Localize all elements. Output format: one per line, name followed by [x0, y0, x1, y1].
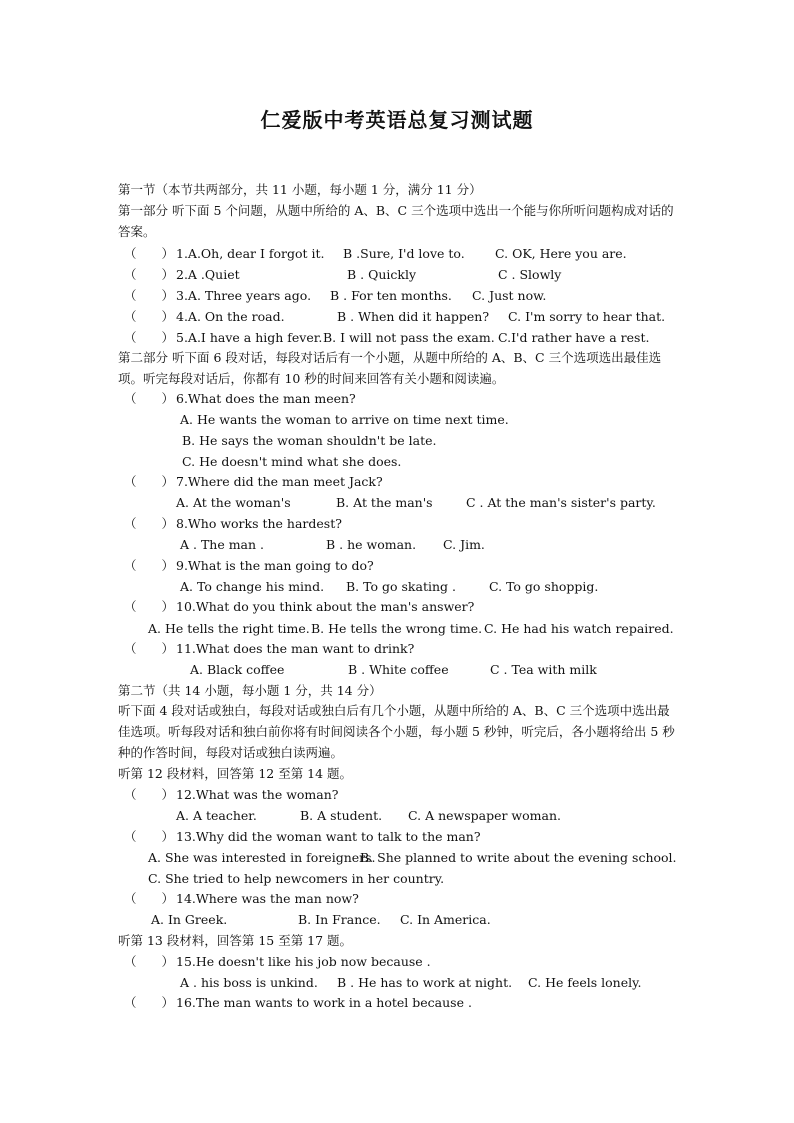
option-c: C. He had his watch repaired. — [484, 621, 674, 636]
option-a: A. Black coffee — [190, 662, 285, 677]
option-c: C. A newspaper woman. — [408, 808, 561, 823]
option-b: B. In France. — [298, 912, 381, 927]
answer-blank: （ ） — [124, 516, 175, 531]
option-b: B . he woman. — [326, 537, 417, 552]
option-c: C. OK, Here you are. — [495, 246, 627, 261]
option-a: A. He wants the woman to arrive on time next time. — [180, 412, 509, 427]
answer-blank: （ ） — [124, 995, 175, 1010]
question-stem: 7.Where did the man meet Jack? — [176, 474, 383, 489]
option-b: B. To go skating . — [346, 579, 456, 594]
answer-blank: （ ） — [124, 246, 175, 261]
option-b: B . When did it happen? — [337, 309, 490, 324]
section2-header: 第二节（共 14 小题，每小题 1 分，共 14 分） — [118, 683, 382, 698]
question-stem: 9.What is the man going to do? — [176, 558, 374, 573]
option-c: C . Slowly — [498, 267, 562, 282]
option-c: C. He doesn't mind what she does. — [182, 454, 402, 469]
option-b: B. At the man's — [336, 495, 433, 510]
option-a: A . his boss is unkind. — [180, 975, 318, 990]
option-c: C.I'd rather have a rest. — [498, 330, 650, 345]
option-c: C. She tried to help newcomers in her country. — [148, 871, 445, 886]
question-stem: 14.Where was the man now? — [176, 891, 359, 906]
answer-blank: （ ） — [124, 641, 175, 656]
answer-blank: （ ） — [124, 288, 175, 303]
option-b: B . For ten months. — [330, 288, 452, 303]
answer-blank: （ ） — [124, 891, 175, 906]
answer-blank: （ ） — [124, 474, 175, 489]
question-stem: 15.He doesn't like his job now because . — [176, 954, 431, 969]
question-stem: 13.Why did the woman want to talk to the man? — [176, 829, 481, 844]
answer-blank: （ ） — [124, 267, 175, 282]
part1-instruction: 第一部分 听下面 5 个问题，从题中所给的 A、B、C 三个选项中选出一个能与你所听问题构成对话的答案。 — [118, 203, 674, 239]
question-stem: 11.What does the man want to drink? — [176, 641, 415, 656]
option-b: B. A student. — [300, 808, 383, 823]
option-a: A. To change his mind. — [180, 579, 325, 594]
part2-instruction: 第二部分 听下面 6 段对话，每段对话后有一个小题，从题中所给的 A、B、C 三个选项选出最佳选项。听完每段对话后，你都有 10 秒的时间来回答有关小题和阅读遍。 — [118, 350, 662, 386]
question-stem: 8.Who works the hardest? — [176, 516, 342, 531]
option-c: C . At the man's sister's party. — [466, 495, 656, 510]
option-b: B . White coffee — [348, 662, 449, 677]
answer-blank: （ ） — [124, 391, 175, 406]
section1-header: 第一节（本节共两部分，共 11 小题，每小题 1 分，满分 11 分） — [118, 182, 482, 197]
option-a: A. A teacher. — [176, 808, 257, 823]
option-a: A. At the woman's — [176, 495, 291, 510]
option-a: A . The man . — [180, 537, 265, 552]
option-a: A. In Greek. — [151, 912, 228, 927]
option-b: B. She planned to write about the evening school. — [360, 850, 677, 865]
option-c: C. He feels lonely. — [528, 975, 642, 990]
option-a: 2.A .Quiet — [176, 267, 240, 282]
material-12-header: 听第 12 段材料，回答第 12 至第 14 题。 — [118, 766, 353, 781]
option-b: B . Quickly — [347, 267, 417, 282]
option-c: C. Jim. — [443, 537, 485, 552]
option-a: 1.A.Oh, dear I forgot it. — [176, 246, 325, 261]
option-c: C. To go shoppig. — [489, 579, 599, 594]
material-13-header: 听第 13 段材料，回答第 15 至第 17 题。 — [118, 933, 353, 948]
answer-blank: （ ） — [124, 787, 175, 802]
section2-instruction: 听下面 4 段对话或独白，每段对话或独白后有几个小题，从题中所给的 A、B、C 三个选项中选出最佳选项。听每段对话和独白前你将有时间阅读各个小题，每小题 5 秒钟，听完后，各小题将给出 5 秒种的作答时间，每段对话或独白读两遍。 — [118, 703, 675, 760]
option-c: C . Tea with milk — [490, 662, 597, 677]
question-stem: 12.What was the woman? — [176, 787, 339, 802]
option-c: C. Just now. — [472, 288, 547, 303]
option-b: B. He tells the wrong time. — [311, 621, 483, 636]
option-a: 5.A.I have a high fever. — [176, 330, 323, 345]
answer-blank: （ ） — [124, 599, 175, 614]
answer-blank: （ ） — [124, 829, 175, 844]
option-b: B. He says the woman shouldn't be late. — [182, 433, 437, 448]
page-title: 仁爱版中考英语总复习测试题 — [260, 108, 534, 132]
answer-blank: （ ） — [124, 558, 175, 573]
option-c: C. I'm sorry to hear that. — [508, 309, 666, 324]
answer-blank: （ ） — [124, 954, 175, 969]
question-stem: 16.The man wants to work in a hotel because . — [176, 995, 472, 1010]
question-stem: 6.What does the man meen? — [176, 391, 356, 406]
answer-blank: （ ） — [124, 309, 175, 324]
option-b: B . He has to work at night. — [337, 975, 513, 990]
option-c: C. In America. — [400, 912, 491, 927]
option-a: 4.A. On the road. — [176, 309, 285, 324]
option-b: B .Sure, I'd love to. — [343, 246, 465, 261]
question-stem: 10.What do you think about the man's answer? — [176, 599, 475, 614]
option-a: 3.A. Three years ago. — [176, 288, 312, 303]
option-a: A. He tells the right time. — [148, 621, 310, 636]
answer-blank: （ ） — [124, 330, 175, 345]
option-a: A. She was interested in foreigners. — [148, 850, 376, 865]
option-b: B. I will not pass the exam. — [323, 330, 495, 345]
